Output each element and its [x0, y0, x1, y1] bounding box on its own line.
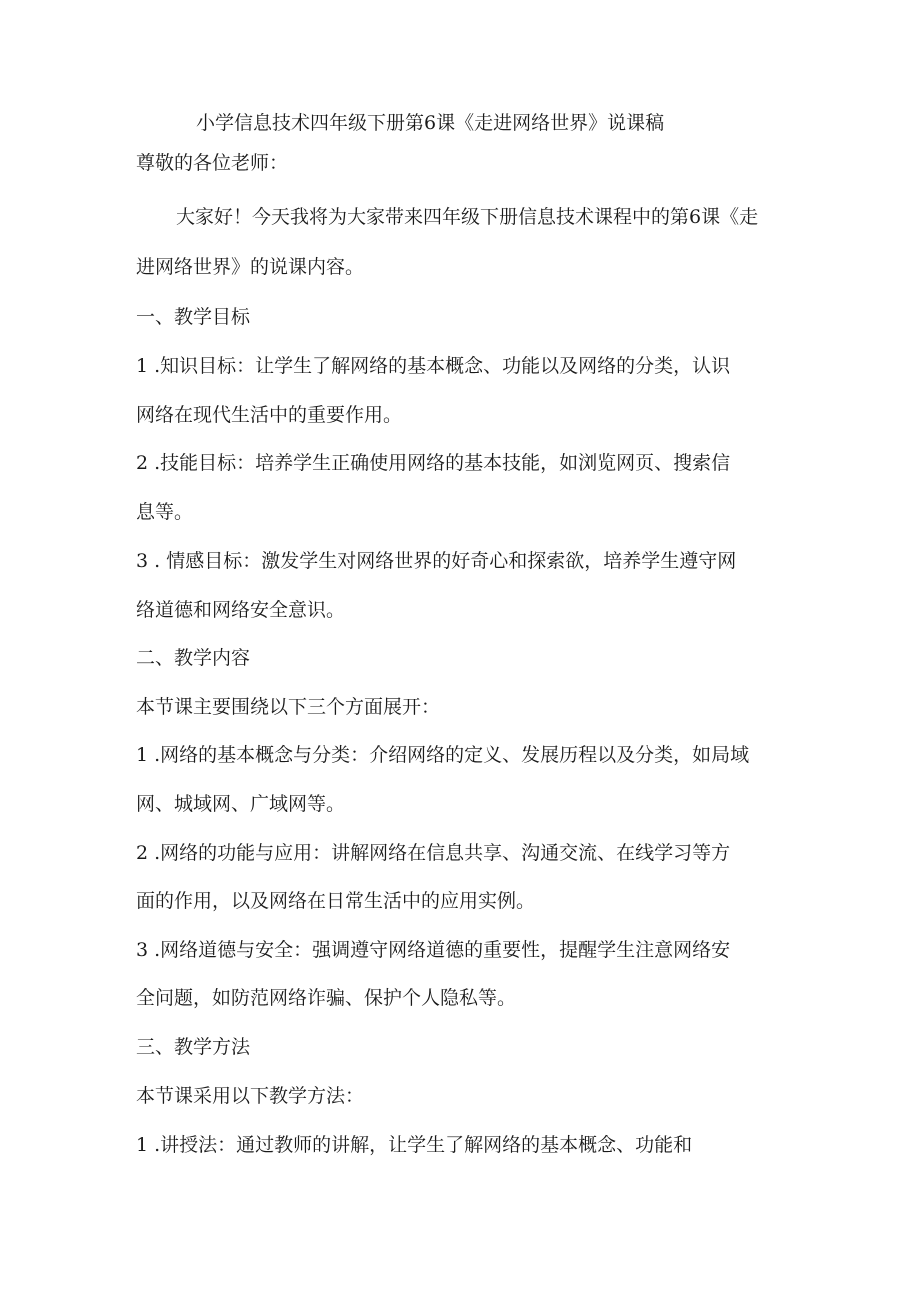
content-lead: 本节课主要围绕以下三个方面展开： [136, 696, 441, 718]
content-2-line-1: 2 .网络的功能与应用：讲解网络在信息共享、沟通交流、在线学习等方 [136, 842, 731, 864]
intro-line-2: 进网络世界》的说课内容。 [136, 256, 365, 278]
greeting: 尊敬的各位老师： [136, 152, 289, 174]
intro-line-1: 大家好！今天我将为大家带来四年级下册信息技术课程中的第6课《走 [176, 206, 759, 228]
objective-1-line-2: 网络在现代生活中的重要作用。 [136, 404, 403, 426]
objective-3-line-1: 3 . 情感目标：激发学生对网络世界的好奇心和探索欲，培养学生遵守网 [136, 550, 737, 572]
document-title: 小学信息技术四年级下册第6课《走进网络世界》说课稿 [196, 112, 665, 134]
section-heading-objectives: 一、教学目标 [136, 306, 251, 328]
content-1-line-2: 网、城域网、广域网等。 [136, 793, 346, 815]
objective-2-line-2: 息等。 [136, 501, 194, 523]
method-1-line-1: 1 .讲授法：通过教师的讲解，让学生了解网络的基本概念、功能和 [136, 1134, 693, 1156]
methods-lead: 本节课采用以下教学方法： [136, 1085, 365, 1107]
objective-3-line-2: 络道德和网络安全意识。 [136, 599, 346, 621]
section-heading-methods: 三、教学方法 [136, 1036, 251, 1058]
objective-2-line-1: 2 .技能目标：培养学生正确使用网络的基本技能，如浏览网页、搜索信 [136, 452, 731, 474]
content-3-line-2: 全问题，如防范网络诈骗、保护个人隐私等。 [136, 987, 517, 1009]
section-heading-content: 二、教学内容 [136, 647, 251, 669]
content-2-line-2: 面的作用，以及网络在日常生活中的应用实例。 [136, 890, 536, 912]
content-1-line-1: 1 .网络的基本概念与分类：介绍网络的定义、发展历程以及分类，如局域 [136, 744, 750, 766]
content-3-line-1: 3 .网络道德与安全：强调遵守网络道德的重要性，提醒学生注意网络安 [136, 939, 731, 961]
objective-1-line-1: 1 .知识目标：让学生了解网络的基本概念、功能以及网络的分类，认识 [136, 355, 731, 377]
